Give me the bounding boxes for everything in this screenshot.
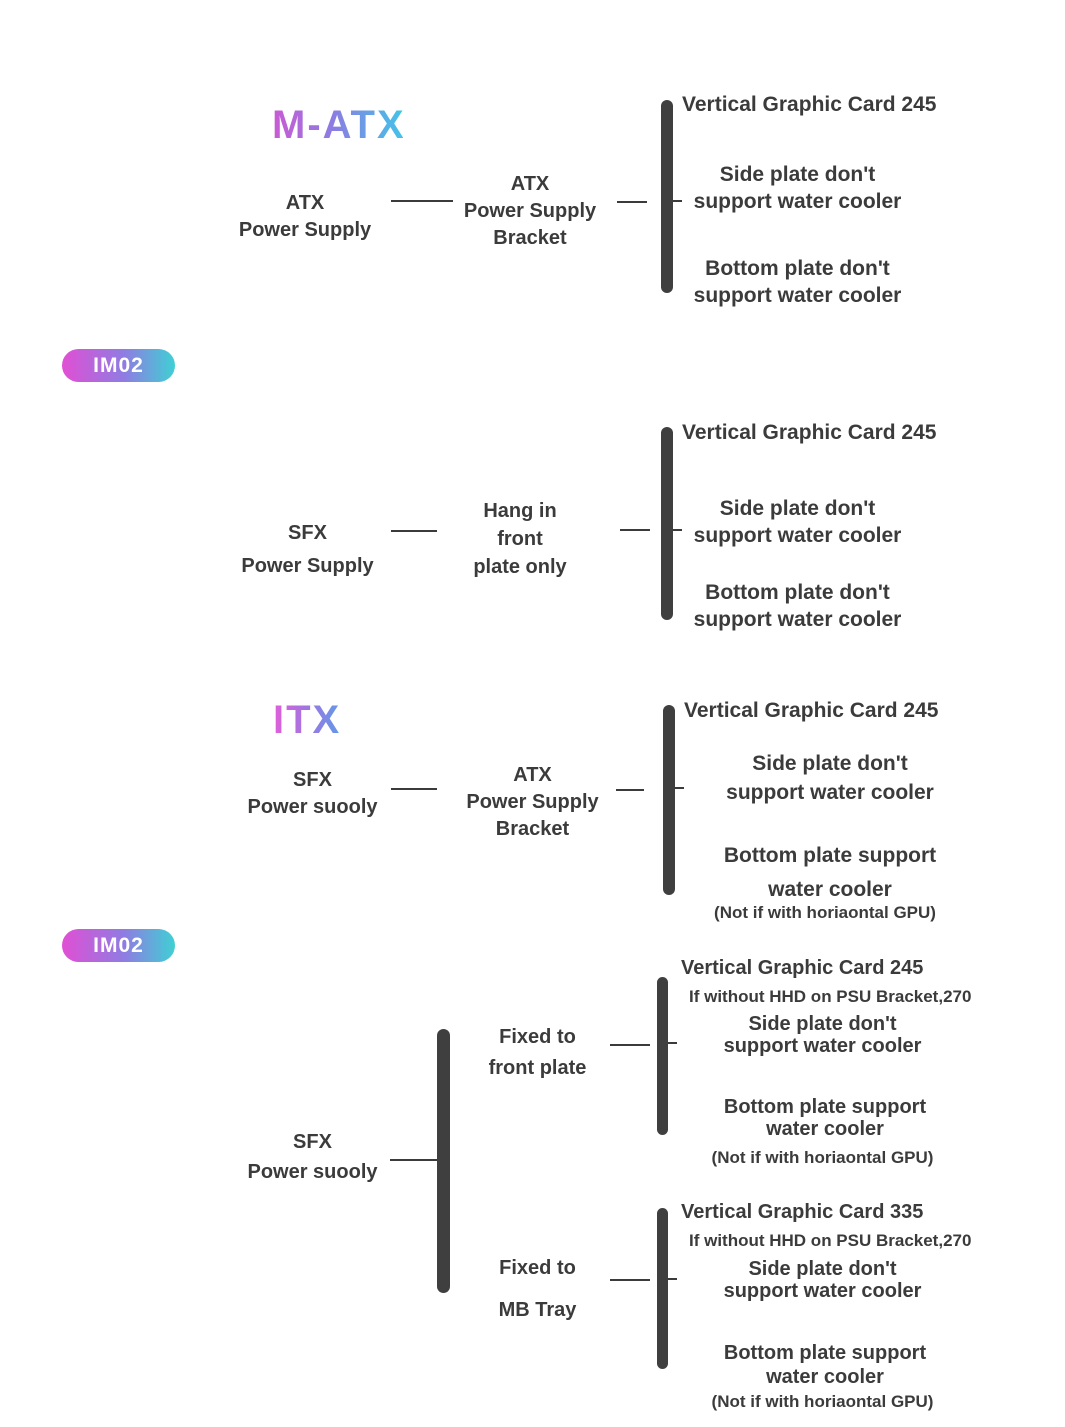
mb-tray-mount-label: Fixed to MB Tray [498,1257,577,1321]
mb-bottom-plate-item: Bottom plate support water cooler [723,1342,927,1388]
model-badge: IM02 [62,929,175,962]
mb-gpu-note: (Not if with horiaontal GPU) [711,1392,934,1411]
connector-line [610,1044,650,1046]
front-bottom-plate-item: Bottom plate support water cooler [723,1096,927,1140]
sfx-fixed-psu-label: SFX Power suooly [247,1131,378,1183]
connector-line [390,1159,437,1161]
itx-gpu-limit: Vertical Graphic Card 245 [684,699,939,722]
front-gpu-sub-note: If without HHD on PSU Bracket,270 [689,987,972,1006]
sfx-hang-psu-label: SFX Power Supply [241,522,374,577]
itx-bracket-label: ATX Power Supply Bracket [466,764,599,840]
mb-side-plate-item: Side plate don't support water cooler [723,1258,922,1302]
section-title-itx: ITX [273,698,342,742]
matx-gpu-limit: Vertical Graphic Card 245 [682,93,937,116]
model-badge: IM02 [62,349,175,382]
bar-tick [675,787,684,789]
connector-line [616,789,644,791]
front-gpu-limit: Vertical Graphic Card 245 [681,957,924,979]
itx-bottom-plate-item: Bottom plate support water cooler [723,844,937,901]
connector-line [391,788,437,790]
itx-side-plate-item: Side plate don't support water cooler [726,752,934,804]
connector-line [610,1279,650,1281]
matx-psu-label: ATX Power Supply [238,192,372,241]
bar-tick [668,1278,677,1280]
sfx-hang-side-plate-item: Side plate don't support water cooler [693,497,902,547]
sfx-hang-bottom-plate-item: Bottom plate don't support water cooler [693,581,902,631]
group-bar [657,1208,668,1369]
connector-line [620,529,650,531]
group-bar [663,705,675,895]
matx-bracket-label: ATX Power Supply Bracket [463,173,597,249]
mb-gpu-limit: Vertical Graphic Card 335 [681,1201,924,1223]
itx-gpu-note: (Not if with horiaontal GPU) [714,903,936,922]
front-gpu-note: (Not if with horiaontal GPU) [711,1148,934,1167]
itx-psu-label: SFX Power suooly [247,769,378,818]
front-plate-mount-label: Fixed to front plate [488,1026,587,1079]
group-bar [657,977,668,1135]
connector-line [617,201,647,203]
branch-bar [437,1029,450,1293]
front-side-plate-item: Side plate don't support water cooler [723,1013,922,1057]
sfx-hang-gpu-limit: Vertical Graphic Card 245 [682,421,937,444]
matx-side-plate-item: Side plate don't support water cooler [693,163,902,213]
matx-bottom-plate-item: Bottom plate don't support water cooler [693,257,902,307]
section-title-matx: M-ATX [272,103,406,147]
bar-tick [668,1042,677,1044]
mb-gpu-sub-note: If without HHD on PSU Bracket,270 [689,1231,972,1250]
connector-line [391,200,453,202]
sfx-hang-mount-label: Hang in front plate only [473,500,567,578]
connector-line [391,530,437,532]
